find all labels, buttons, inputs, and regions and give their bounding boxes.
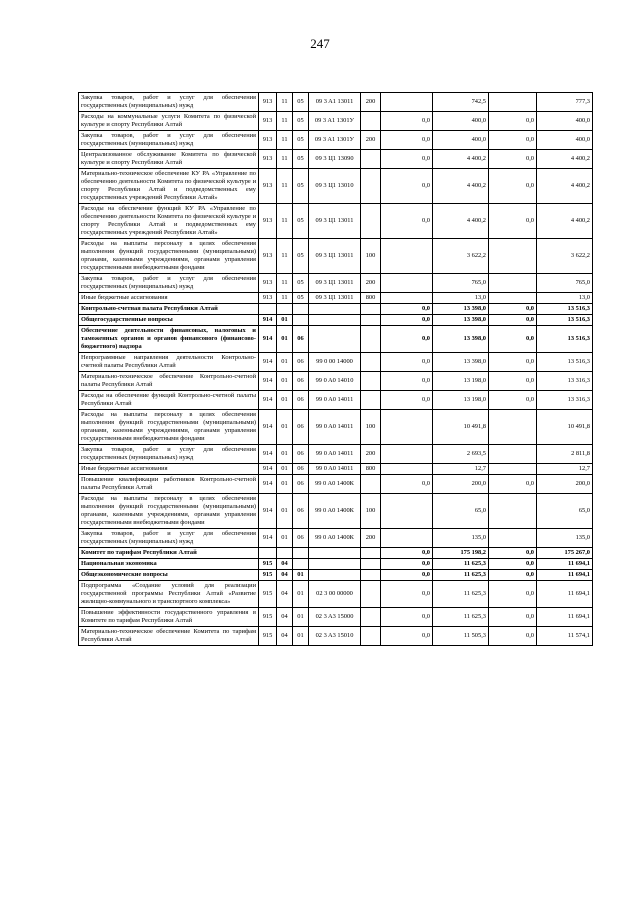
row-name: Контрольно-счетная палата Республики Алтай [79,304,259,315]
table-row [79,204,593,239]
amount-1: 0,0 [381,112,433,131]
expense-type [361,559,381,570]
amount-4: 4 400,2 [537,150,593,169]
amount-3: 0,0 [489,353,537,372]
expense-type [361,627,381,646]
expense-type: 200 [361,93,381,112]
target-article [309,326,361,353]
expense-type [361,169,381,204]
admin-code: 914 [259,315,277,326]
amount-3: 0,0 [489,548,537,559]
amount-3: 0,0 [489,169,537,204]
admin-code: 915 [259,559,277,570]
row-name: Повышение эффективности государственного управления в Комитете по тарифам Республики Алтай [79,608,259,627]
amount-4: 13 316,3 [537,372,593,391]
admin-code: 915 [259,581,277,608]
amount-3 [489,410,537,445]
expense-type [361,391,381,410]
amount-1: 0,0 [381,475,433,494]
row-name: Непрограммные направления деятельности Контрольно-счетной палаты Республики Алтай [79,353,259,372]
row-name: Расходы на обеспечение функций Контрольно-счетной палаты Республики Алтай [79,391,259,410]
expense-type [361,204,381,239]
amount-4: 11 694,1 [537,559,593,570]
expense-type: 200 [361,131,381,150]
expense-type: 200 [361,445,381,464]
subsection-code: 01 [293,570,309,581]
target-article: 09 3 Ц1 13011 [309,274,361,293]
amount-1: 0,0 [381,581,433,608]
table-row [79,372,593,391]
admin-code: 913 [259,293,277,304]
admin-code: 915 [259,627,277,646]
amount-3: 0,0 [489,131,537,150]
section-code [277,548,293,559]
table-row [79,169,593,204]
subsection-code: 06 [293,410,309,445]
amount-3 [489,293,537,304]
expense-type [361,570,381,581]
admin-code: 915 [259,570,277,581]
amount-4: 11 574,1 [537,627,593,646]
table-row [79,131,593,150]
row-name: Централизованное обслуживание Комитета по физической культуре и спорту Республики Алтай [79,150,259,169]
subsection-code: 06 [293,353,309,372]
amount-4: 135,0 [537,529,593,548]
subsection-code [293,559,309,570]
subsection-code: 01 [293,627,309,646]
target-article: 02 3 00 00000 [309,581,361,608]
amount-2: 13 398,0 [433,353,489,372]
section-code: 04 [277,559,293,570]
target-article: 09 3 A1 1301У [309,131,361,150]
amount-2: 765,0 [433,274,489,293]
amount-3: 0,0 [489,112,537,131]
section-code: 01 [277,315,293,326]
admin-code: 914 [259,464,277,475]
admin-code: 914 [259,372,277,391]
row-name: Общеэкономические вопросы [79,570,259,581]
amount-1: 0,0 [381,548,433,559]
expense-type: 800 [361,464,381,475]
expense-type [361,326,381,353]
amount-4: 765,0 [537,274,593,293]
amount-2: 175 198,2 [433,548,489,559]
expense-type [361,315,381,326]
row-name: Расходы на коммунальные услуги Комитета по физической культуре и спорту Республики Алтай [79,112,259,131]
amount-4: 11 694,1 [537,570,593,581]
amount-2: 13,0 [433,293,489,304]
section-code: 04 [277,627,293,646]
subsection-code: 05 [293,274,309,293]
target-article [309,570,361,581]
amount-3: 0,0 [489,627,537,646]
expense-type [361,581,381,608]
row-name: Иные бюджетные ассигнования [79,464,259,475]
amount-4: 400,0 [537,131,593,150]
row-name: Подпрограмма «Создание условий для реализации государственной программы Республики Алтай «Развитие жилищно-коммунального и транспортного комплекса» [79,581,259,608]
amount-3 [489,494,537,529]
amount-3: 0,0 [489,391,537,410]
amount-1 [381,293,433,304]
expense-type [361,353,381,372]
amount-3 [489,274,537,293]
subsection-code: 06 [293,464,309,475]
amount-4: 3 622,2 [537,239,593,274]
subsection-code: 05 [293,131,309,150]
amount-2: 11 625,3 [433,570,489,581]
section-code: 11 [277,131,293,150]
row-name: Повышение квалификации работников Контрольно-счетной палаты Республики Алтай [79,475,259,494]
expense-type: 100 [361,410,381,445]
target-article: 99 0 A0 14011 [309,410,361,445]
expense-type [361,608,381,627]
amount-2: 742,5 [433,93,489,112]
section-code: 11 [277,150,293,169]
section-code: 04 [277,608,293,627]
section-code: 11 [277,93,293,112]
subsection-code: 06 [293,326,309,353]
amount-3: 0,0 [489,304,537,315]
table-row [79,326,593,353]
subsection-code: 06 [293,529,309,548]
row-name: Расходы на выплаты персоналу в целях обеспечения выполнения функций государственными (муниципальными) органами, казенными учреждениями, органами управления государственными внебюджетными фондами [79,494,259,529]
row-name: Обеспечение деятельности финансовых, налоговых и таможенных органов и органов финансового (финансово-бюджетного) надзора [79,326,259,353]
subsection-code: 05 [293,204,309,239]
amount-4: 13 516,3 [537,304,593,315]
subsection-code: 06 [293,391,309,410]
expense-type: 200 [361,274,381,293]
amount-2: 4 400,2 [433,169,489,204]
section-code: 11 [277,239,293,274]
amount-1: 0,0 [381,570,433,581]
admin-code: 914 [259,475,277,494]
table-row [79,559,593,570]
amount-2: 12,7 [433,464,489,475]
amount-1 [381,274,433,293]
section-code: 11 [277,112,293,131]
amount-1: 0,0 [381,559,433,570]
amount-1 [381,410,433,445]
admin-code: 913 [259,93,277,112]
section-code: 01 [277,353,293,372]
amount-1 [381,445,433,464]
section-code: 11 [277,204,293,239]
target-article: 99 0 A0 1400К [309,494,361,529]
target-article: 09 3 Ц1 13011 [309,239,361,274]
expense-type [361,548,381,559]
admin-code: 913 [259,131,277,150]
table-row [79,475,593,494]
amount-1: 0,0 [381,391,433,410]
page-number: 247 [310,36,330,51]
row-name: Материально-техническое обеспечение Комитета по тарифам Республики Алтай [79,627,259,646]
table-row [79,150,593,169]
amount-3: 0,0 [489,204,537,239]
subsection-code: 05 [293,293,309,304]
amount-2: 65,0 [433,494,489,529]
amount-3: 0,0 [489,570,537,581]
admin-code: 914 [259,326,277,353]
admin-code: 914 [259,494,277,529]
subsection-code: 01 [293,608,309,627]
expense-type: 100 [361,494,381,529]
amount-1 [381,93,433,112]
row-name: Закупка товаров, работ и услуг для обеспечения государственных (муниципальных) нужд [79,274,259,293]
amount-2: 13 198,0 [433,372,489,391]
amount-4: 4 400,2 [537,204,593,239]
amount-3: 0,0 [489,475,537,494]
row-name: Материально-техническое обеспечение КУ РА «Управление по обеспечению деятельности Комитета по физической культуре и спорту Республики Алтай и подведомственных ему государственных учреждений Республики Алтай» [79,169,259,204]
target-article: 99 0 A0 14011 [309,464,361,475]
subsection-code [293,548,309,559]
table-row [79,391,593,410]
amount-2: 11 505,3 [433,627,489,646]
subsection-code: 05 [293,169,309,204]
table-row [79,293,593,304]
expense-type [361,112,381,131]
section-code: 01 [277,391,293,410]
target-article: 99 0 A0 1400К [309,529,361,548]
amount-3 [489,93,537,112]
amount-2: 135,0 [433,529,489,548]
table-row [79,627,593,646]
amount-4: 13 516,3 [537,353,593,372]
amount-2: 400,0 [433,112,489,131]
table-row [79,608,593,627]
row-name: Закупка товаров, работ и услуг для обеспечения государственных (муниципальных) нужд [79,445,259,464]
table-row [79,274,593,293]
amount-1: 0,0 [381,169,433,204]
row-name: Комитет по тарифам Республики Алтай [79,548,259,559]
amount-3 [489,239,537,274]
amount-4: 13,0 [537,293,593,304]
amount-1: 0,0 [381,304,433,315]
amount-1 [381,529,433,548]
target-article: 09 3 A1 13011 [309,93,361,112]
amount-3: 0,0 [489,581,537,608]
amount-2: 13 198,0 [433,391,489,410]
subsection-code [293,315,309,326]
amount-4: 175 267,0 [537,548,593,559]
target-article: 09 3 Ц1 13090 [309,150,361,169]
subsection-code: 05 [293,112,309,131]
admin-code: 913 [259,204,277,239]
admin-code: 914 [259,445,277,464]
amount-1: 0,0 [381,608,433,627]
amount-2: 10 491,8 [433,410,489,445]
target-article [309,304,361,315]
table-row [79,93,593,112]
amount-3 [489,445,537,464]
amount-4: 2 811,8 [537,445,593,464]
target-article: 99 0 A0 14011 [309,445,361,464]
row-name: Материально-техническое обеспечение Контрольно-счетной палаты Республики Алтай [79,372,259,391]
section-code: 11 [277,293,293,304]
amount-1: 0,0 [381,372,433,391]
expense-type [361,304,381,315]
amount-2: 13 398,0 [433,315,489,326]
amount-4: 12,7 [537,464,593,475]
row-name: Общегосударственные вопросы [79,315,259,326]
subsection-code: 06 [293,494,309,529]
amount-4: 10 491,8 [537,410,593,445]
target-article [309,559,361,570]
amount-1: 0,0 [381,150,433,169]
amount-2: 11 625,3 [433,608,489,627]
amount-2: 13 398,0 [433,326,489,353]
amount-3: 0,0 [489,326,537,353]
amount-3 [489,529,537,548]
target-article: 99 0 00 14000 [309,353,361,372]
section-code: 01 [277,494,293,529]
target-article [309,315,361,326]
row-name: Расходы на выплаты персоналу в целях обеспечения выполнения функций государственными (муниципальными) органами, казенными учреждениями, органами управления государственными внебюджетными фондами [79,410,259,445]
subsection-code: 01 [293,581,309,608]
table-row [79,112,593,131]
row-name: Закупка товаров, работ и услуг для обеспечения государственных (муниципальных) нужд [79,529,259,548]
section-code: 04 [277,581,293,608]
section-code [277,304,293,315]
admin-code: 914 [259,353,277,372]
expense-type: 100 [361,239,381,274]
section-code: 11 [277,169,293,204]
admin-code: 914 [259,391,277,410]
row-name: Расходы на выплаты персоналу в целях обеспечения выполнения функций государственными (муниципальными) органами, казенными учреждениями, органами управления государственными внебюджетными фондами [79,239,259,274]
table-row [79,581,593,608]
subsection-code: 05 [293,239,309,274]
amount-1: 0,0 [381,326,433,353]
table-row [79,239,593,274]
table-row [79,548,593,559]
amount-1: 0,0 [381,627,433,646]
target-article: 09 3 Ц1 13011 [309,204,361,239]
target-article: 09 3 Ц1 13011 [309,293,361,304]
amount-2: 200,0 [433,475,489,494]
table-row [79,315,593,326]
amount-2: 4 400,2 [433,204,489,239]
amount-1 [381,494,433,529]
amount-4: 777,3 [537,93,593,112]
admin-code: 913 [259,112,277,131]
target-article: 99 0 A0 14011 [309,391,361,410]
admin-code [259,304,277,315]
admin-code: 915 [259,608,277,627]
subsection-code: 05 [293,150,309,169]
table-row [79,494,593,529]
target-article: 09 3 Ц1 13010 [309,169,361,204]
amount-4: 4 400,2 [537,169,593,204]
amount-4: 400,0 [537,112,593,131]
amount-3: 0,0 [489,315,537,326]
amount-1: 0,0 [381,131,433,150]
amount-2: 3 622,2 [433,239,489,274]
table-row [79,445,593,464]
row-name: Национальная экономика [79,559,259,570]
table-row [79,353,593,372]
amount-2: 11 625,3 [433,559,489,570]
row-name: Закупка товаров, работ и услуг для обеспечения государственных (муниципальных) нужд [79,93,259,112]
amount-4: 65,0 [537,494,593,529]
amount-1: 0,0 [381,353,433,372]
amount-3: 0,0 [489,559,537,570]
section-code: 01 [277,445,293,464]
amount-2: 2 693,5 [433,445,489,464]
expense-type [361,372,381,391]
amount-3: 0,0 [489,150,537,169]
amount-3: 0,0 [489,372,537,391]
subsection-code: 06 [293,445,309,464]
target-article: 02 3 A3 15000 [309,608,361,627]
amount-2: 13 398,0 [433,304,489,315]
amount-1 [381,464,433,475]
amount-2: 400,0 [433,131,489,150]
amount-3 [489,464,537,475]
section-code: 01 [277,464,293,475]
amount-1: 0,0 [381,204,433,239]
subsection-code [293,304,309,315]
admin-code: 913 [259,239,277,274]
section-code: 01 [277,410,293,445]
amount-1: 0,0 [381,315,433,326]
amount-4: 13 516,3 [537,326,593,353]
admin-code: 913 [259,169,277,204]
admin-code: 914 [259,529,277,548]
row-name: Иные бюджетные ассигнования [79,293,259,304]
amount-3: 0,0 [489,608,537,627]
amount-1 [381,239,433,274]
subsection-code: 06 [293,475,309,494]
expense-type: 800 [361,293,381,304]
table-row [79,464,593,475]
table-row [79,570,593,581]
target-article [309,548,361,559]
admin-code: 914 [259,410,277,445]
subsection-code: 05 [293,93,309,112]
target-article: 99 0 A0 14010 [309,372,361,391]
expense-type: 200 [361,529,381,548]
section-code: 01 [277,326,293,353]
amount-2: 11 625,3 [433,581,489,608]
target-article: 02 3 A3 15010 [309,627,361,646]
table-row [79,304,593,315]
admin-code: 913 [259,150,277,169]
target-article: 99 0 A0 1400К [309,475,361,494]
row-name: Расходы на обеспечение функций КУ РА «Управление по обеспечению деятельности Комитета по физической культуре и спорту Республики Алтай и подведомственных ему государственных учреждений Республики Алтай» [79,204,259,239]
section-code: 11 [277,274,293,293]
expense-type [361,150,381,169]
amount-4: 13 516,3 [537,315,593,326]
table-row [79,410,593,445]
admin-code [259,548,277,559]
table-row [79,529,593,548]
amount-4: 11 694,1 [537,608,593,627]
amount-4: 11 694,1 [537,581,593,608]
section-code: 01 [277,529,293,548]
amount-4: 13 316,3 [537,391,593,410]
target-article: 09 3 A1 1301У [309,112,361,131]
amount-4: 200,0 [537,475,593,494]
section-code: 04 [277,570,293,581]
row-name: Закупка товаров, работ и услуг для обеспечения государственных (муниципальных) нужд [79,131,259,150]
amount-2: 4 400,2 [433,150,489,169]
section-code: 01 [277,475,293,494]
expense-type [361,475,381,494]
budget-table [78,92,593,646]
section-code: 01 [277,372,293,391]
admin-code: 913 [259,274,277,293]
subsection-code: 06 [293,372,309,391]
